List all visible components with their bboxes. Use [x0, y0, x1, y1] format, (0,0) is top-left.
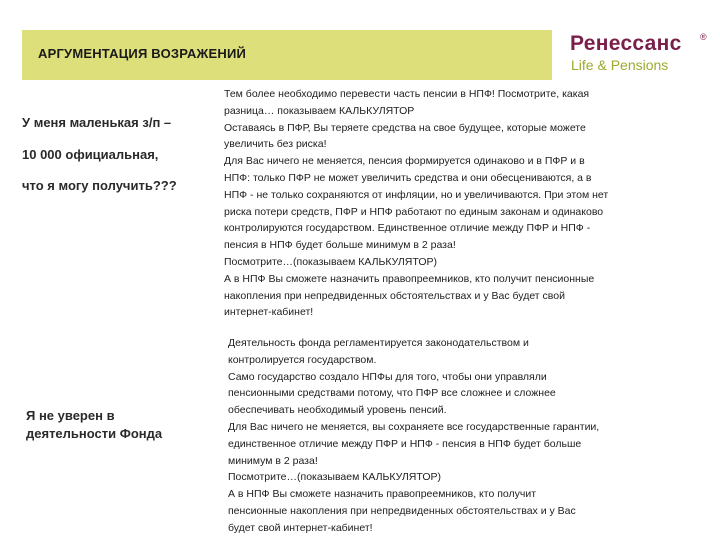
answer-1-line: контролируются государством. Единственное отличие между ПФР и НПФ - [224, 222, 591, 235]
answer-1-line: Для Вас ничего не меняется, пенсия формируется одинаково и в ПФР и в [224, 155, 585, 168]
objection-2-line: Я не уверен в [26, 408, 115, 423]
answer-2-line: обеспечивать необходимый уровень пенсий. [228, 404, 447, 417]
answer-2-line: пенсионные накопления при непредвиденных обстоятельствах и у Вас [228, 504, 576, 517]
objection-2-line: деятельности Фонда [26, 426, 163, 441]
answer-2-line: Посмотрите…(показываем КАЛЬКУЛЯТОР) [228, 471, 441, 484]
answer-1-line: риска потери средств, ПФР и НПФ работают по единым законам и одинаково [224, 205, 604, 218]
objection-2 [26, 407, 216, 443]
answer-2-line: пенсионными средствами потому, что ПФР все сложнее и сложнее [228, 387, 556, 400]
answer-2-line: Само государство создало НПФы для того, чтобы они управляли [228, 370, 547, 383]
answer-1-line: пенсия в НПФ будет больше минимум в 2 раза! [224, 239, 456, 252]
answer-1-line: Тем более необходимо перевести часть пенсии в НПФ! Посмотрите, какая [224, 88, 590, 100]
answer-1-line: накопления при непредвиденных обстоятельствах и у Вас будет свой [224, 289, 565, 302]
objection-1-line-3: что я могу получить??? [22, 178, 177, 193]
answer-1-line: увеличить без риска! [224, 138, 327, 151]
slide-title: АРГУМЕНТАЦИЯ ВОЗРАЖЕНИЙ [38, 46, 247, 61]
answer-1-text [224, 86, 702, 321]
answer-1-line: НПФ - не только сохраняются от инфляции, но и увеличиваются. При этом нет [224, 188, 609, 201]
answer-2-line: будет свой интернет-кабинет! [228, 521, 373, 534]
answer-2-text [228, 335, 686, 537]
logo-tagline: Life & Pensions [571, 57, 669, 73]
logo-registered-mark: ® [700, 32, 707, 42]
answer-1-line: Оставаясь в ПФР, Вы теряете средства на свое будущее, которые можете [224, 121, 586, 134]
answer-2-line: контролируется государством. [228, 353, 377, 366]
answer-2-line: единственное отличие между ПФР и НПФ - пенсия в НПФ будет больше [228, 437, 582, 450]
renaissance-logo [570, 32, 710, 80]
answer-2-line: А в НПФ Вы сможете назначить правопреемников, кто получит [228, 488, 537, 501]
answer-1-line: Посмотрите…(показываем КАЛЬКУЛЯТОР) [224, 255, 437, 268]
answer-2-line: Для Вас ничего не меняется, вы сохраняете все государственные гарантии, [228, 420, 600, 433]
answer-2-line: минимум в 2 раза! [228, 454, 318, 467]
answer-1-line: интернет-кабинет! [224, 306, 314, 319]
answer-2-line: Деятельность фонда регламентируется законодательством и [228, 337, 529, 349]
objection-1-line-2: 10 000 официальная, [22, 147, 159, 162]
objection-1-line-1: У меня маленькая з/п – [22, 115, 172, 130]
logo-name: Ренессанс [570, 32, 682, 55]
answer-1-line: разница… показываем КАЛЬКУЛЯТОР [224, 104, 415, 117]
answer-1-line: НПФ: только ПФР не может увеличить средства и они обесцениваются, а в [224, 171, 592, 184]
answer-1-line: А в НПФ Вы сможете назначить правопреемников, кто получит пенсионные [224, 272, 595, 285]
